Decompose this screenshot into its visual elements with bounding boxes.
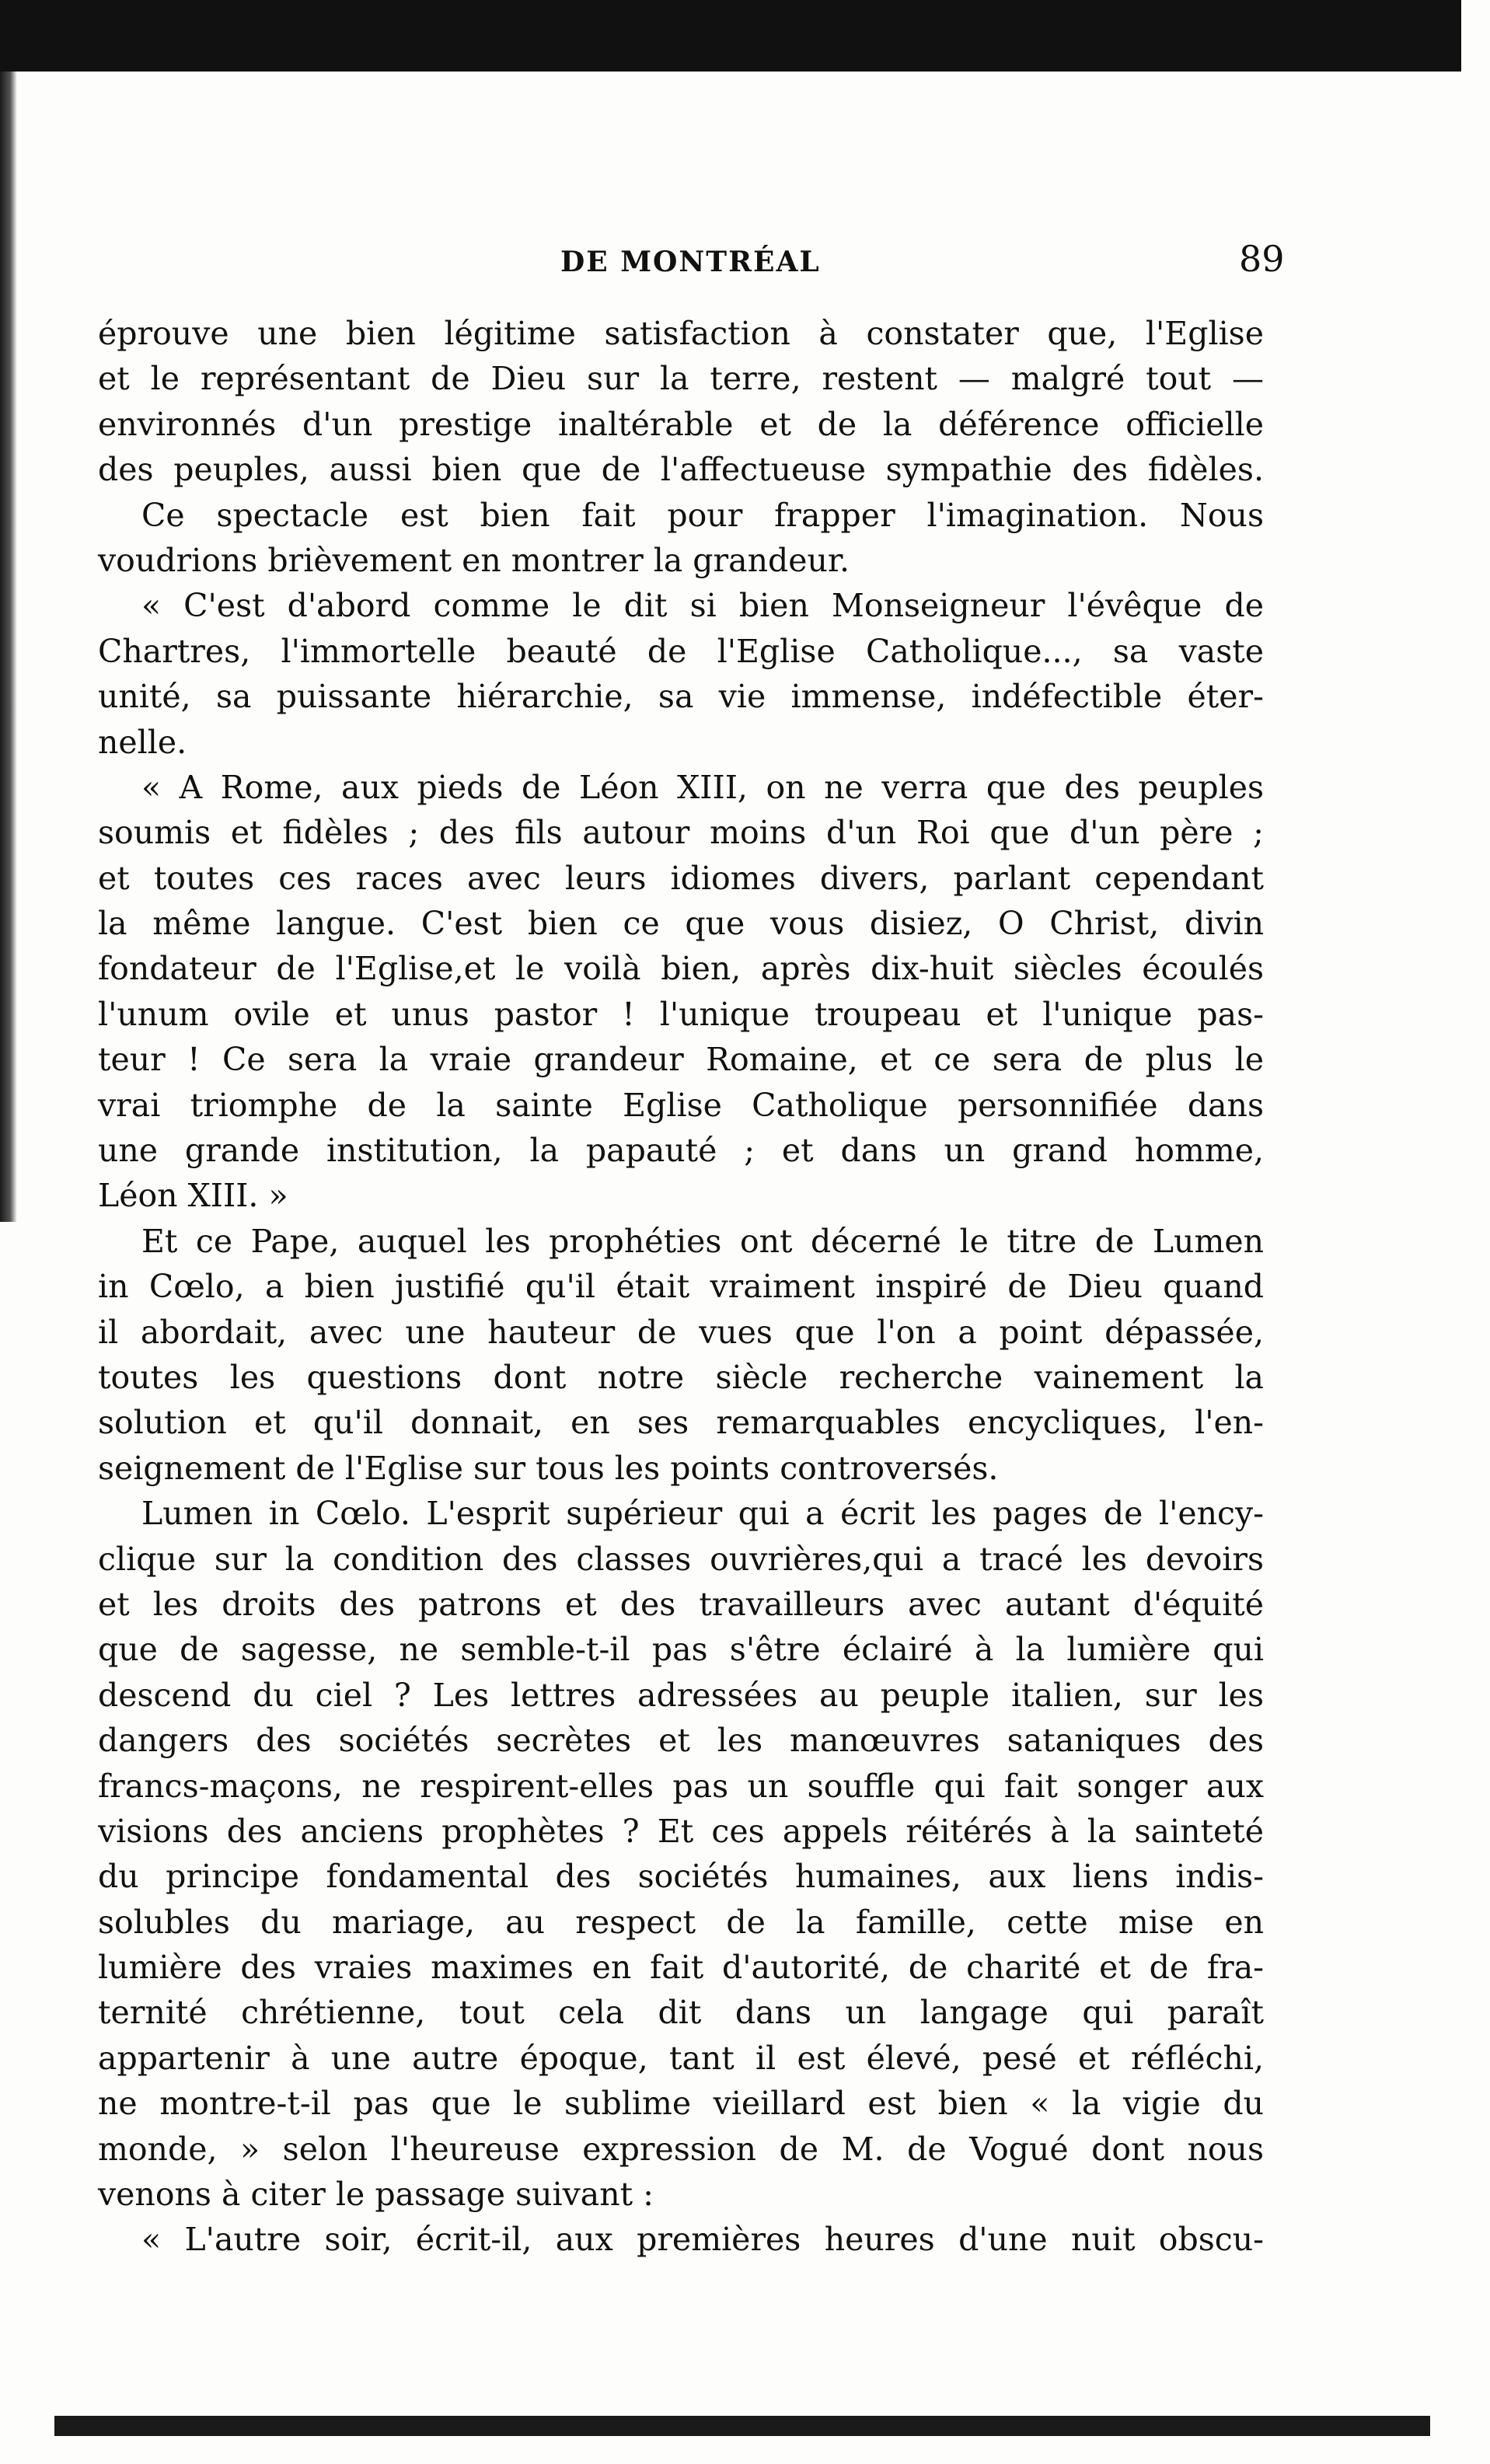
- text-line: éprouve une bien légitime satisfaction à constater que, l'Eglise: [98, 315, 1264, 352]
- text-line: Lumen in Cœlo. L'esprit supérieur qui a écrit les pages de l'ency-: [141, 1495, 1264, 1533]
- text-line: nelle.: [98, 723, 187, 761]
- running-head: DE MONTRÉAL: [560, 246, 821, 278]
- text-line: Ce spectacle est bien fait pour frapper l'imagination. Nous: [141, 496, 1264, 534]
- text-line: vrai triomphe de la sainte Eglise Catholique personnifiée dans: [98, 1086, 1264, 1124]
- text-line: seignement de l'Eglise sur tous les points controversés.: [98, 1449, 999, 1487]
- text-line: « A Rome, aux pieds de Léon XIII, on ne verra que des peuples: [141, 768, 1264, 806]
- text-line: toutes les questions dont notre siècle recherche vainement la: [98, 1358, 1264, 1396]
- text-line: appartenir à une autre époque, tant il est élevé, pesé et réfléchi,: [98, 2039, 1264, 2077]
- page-header: [98, 238, 1285, 284]
- text-line: ternité chrétienne, tout cela dit dans un langage qui paraît: [98, 1994, 1264, 2032]
- body-text: [98, 311, 1264, 2263]
- text-line: Et ce Pape, auquel les prophéties ont décerné le titre de Lumen: [141, 1222, 1264, 1260]
- text-line: « L'autre soir, écrit-il, aux premières heures d'une nuit obscu-: [141, 2221, 1264, 2259]
- text-line: in Cœlo, a bien justifié qu'il était vraiment inspiré de Dieu quand: [98, 1268, 1264, 1306]
- text-line: l'unum ovile et unus pastor ! l'unique troupeau et l'unique pas-: [98, 995, 1264, 1033]
- text-line: une grande institution, la papauté ; et dans un grand homme,: [98, 1132, 1264, 1170]
- scan-bottom-border: [54, 2416, 1430, 2436]
- text-line: du principe fondamental des sociétés humaines, aux liens indis-: [98, 1858, 1264, 1896]
- text-line: environnés d'un prestige inaltérable et de la déférence officielle: [98, 405, 1264, 443]
- text-line: soumis et fidèles ; des fils autour moins d'un Roi que d'un père ;: [98, 814, 1264, 852]
- text-line: solubles du mariage, au respect de la famille, cette mise en: [98, 1903, 1264, 1941]
- text-line: et toutes ces races avec leurs idiomes divers, parlant cependant: [98, 859, 1264, 897]
- text-line: « C'est d'abord comme le dit si bien Monseigneur l'évêque de: [141, 587, 1264, 625]
- text-line: la même langue. C'est bien ce que vous disiez, O Christ, divin: [98, 905, 1264, 943]
- scan-left-edge: [0, 72, 17, 1222]
- page-number: 89: [1239, 238, 1285, 280]
- text-line: Chartres, l'immortelle beauté de l'Eglise Catholique..., sa vaste: [98, 632, 1264, 670]
- text-line: descend du ciel ? Les lettres adressées au peuple italien, sur les: [98, 1676, 1264, 1714]
- text-line: solution et qu'il donnait, en ses remarquables encycliques, l'en-: [98, 1404, 1264, 1442]
- text-line: et le représentant de Dieu sur la terre, restent — malgré tout —: [98, 360, 1264, 398]
- text-line: dangers des sociétés secrètes et les manœuvres sataniques des: [98, 1722, 1264, 1760]
- text-line: clique sur la condition des classes ouvrières,qui a tracé les devoirs: [98, 1540, 1264, 1578]
- text-line: monde, » selon l'heureuse expression de M. de Vogué dont nous: [98, 2130, 1264, 2168]
- text-line: francs-maçons, ne respirent-elles pas un souffle qui fait songer aux: [98, 1767, 1264, 1805]
- text-line: unité, sa puissante hiérarchie, sa vie immense, indéfectible éter-: [98, 678, 1264, 716]
- text-line: et les droits des patrons et des travailleurs avec autant d'équité: [98, 1585, 1264, 1623]
- text-line: teur ! Ce sera la vraie grandeur Romaine, et ce sera de plus le: [98, 1041, 1264, 1079]
- text-line: visions des anciens prophètes ? Et ces appels réitérés à la sainteté: [98, 1812, 1264, 1850]
- text-line: des peuples, aussi bien que de l'affectueuse sympathie des fidèles.: [98, 451, 1264, 489]
- text-line: venons à citer le passage suivant :: [98, 2176, 654, 2214]
- text-line: il abordait, avec une hauteur de vues que l'on a point dépassée,: [98, 1313, 1264, 1351]
- text-line: lumière des vraies maximes en fait d'autorité, de charité et de fra-: [98, 1949, 1264, 1987]
- text-line: fondateur de l'Eglise,et le voilà bien, après dix-huit siècles écoulés: [98, 950, 1264, 988]
- scan-top-border: [0, 0, 1461, 72]
- text-line: voudrions brièvement en montrer la grandeur.: [98, 541, 850, 579]
- text-line: ne montre-t-il pas que le sublime vieillard est bien « la vigie du: [98, 2085, 1264, 2123]
- text-line: que de sagesse, ne semble-t-il pas s'être éclairé à la lumière qui: [98, 1631, 1264, 1669]
- text-line: Léon XIII. »: [98, 1177, 288, 1215]
